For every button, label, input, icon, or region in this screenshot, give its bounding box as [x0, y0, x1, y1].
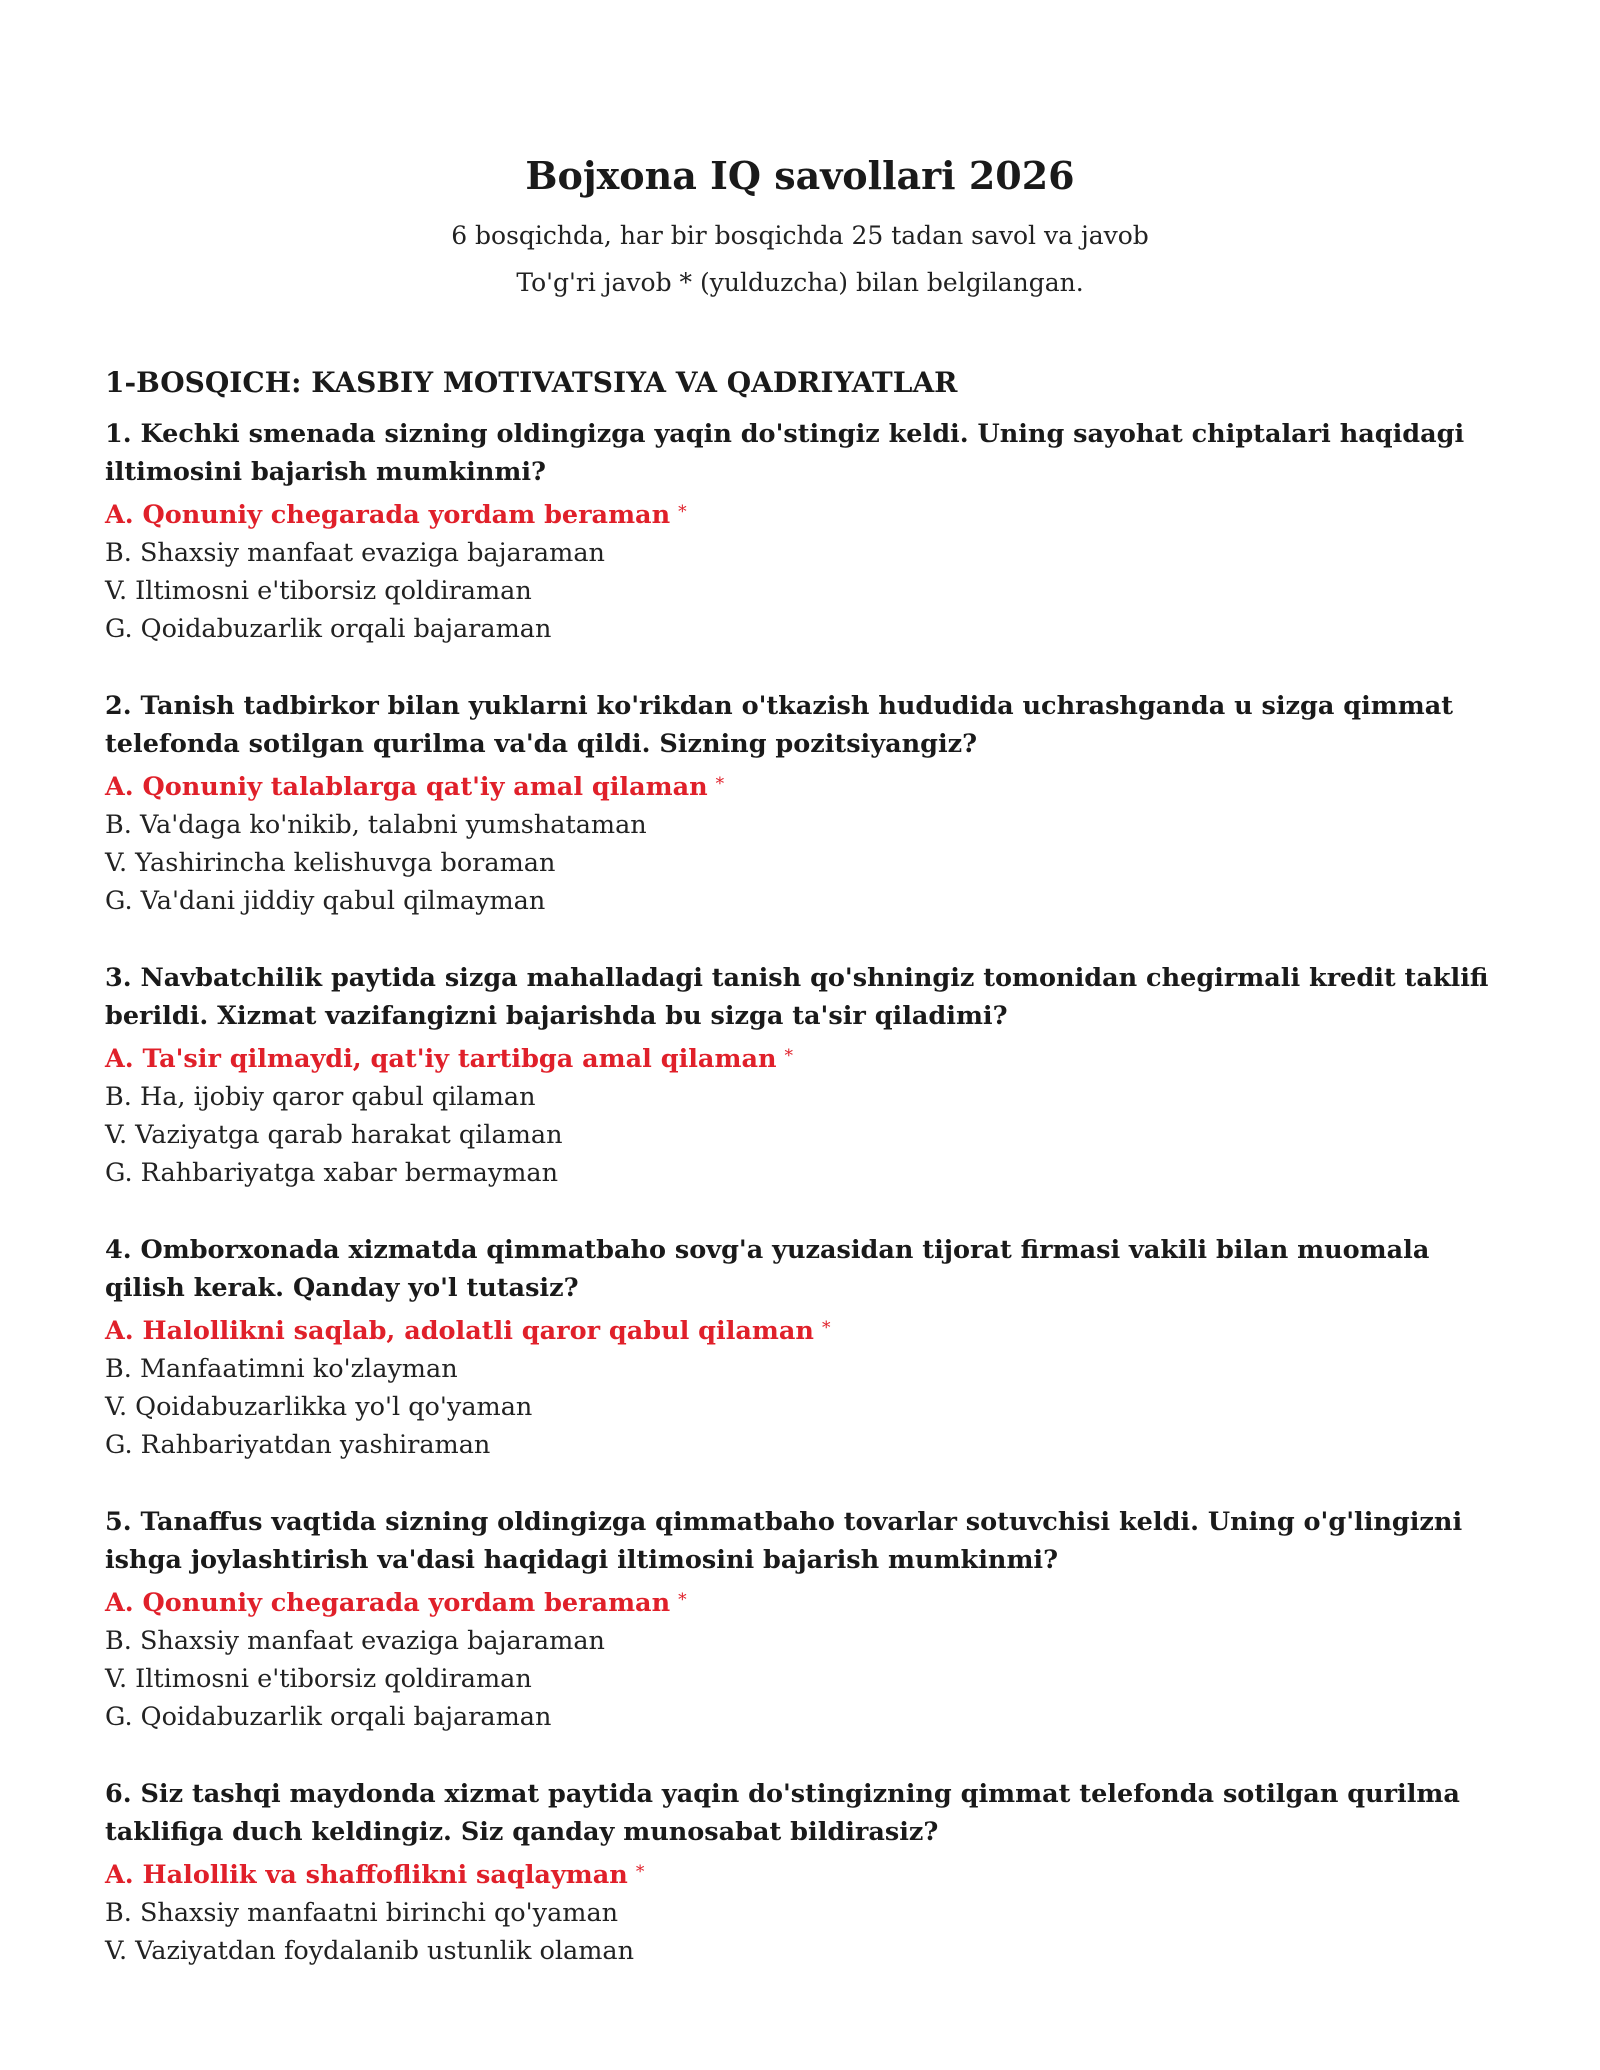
question-text: 2. Tanish tadbirkor bilan yuklarni ko'rikdan o'tkazish hududida uchrashganda u sizga qimmat telefonda sotilgan qurilma va'da qildi. Sizning pozitsiyangiz? — [105, 691, 1454, 759]
answer-option — [105, 844, 1505, 882]
answer-option — [105, 1932, 1505, 1970]
answer-option-label: G. Qoidabuzarlik orqali bajaraman — [105, 614, 552, 644]
question-item — [105, 1775, 1505, 1970]
answer-option-label: G. Qoidabuzarlik orqali bajaraman — [105, 1702, 552, 1732]
answer-option-label: V. Iltimosni e'tiborsiz qoldiraman — [105, 1664, 532, 1694]
answer-option-label: V. Vaziyatga qarab harakat qilaman — [105, 1120, 563, 1150]
answer-option-label: V. Iltimosni e'tiborsiz qoldiraman — [105, 576, 532, 606]
correct-star-icon: * — [715, 774, 725, 794]
question-item — [105, 959, 1505, 1192]
correct-star-icon: * — [784, 1046, 794, 1066]
correct-answer-option — [105, 765, 1505, 806]
question-item — [105, 687, 1505, 920]
question-item — [105, 415, 1505, 648]
answer-option-label: A. Ta'sir qilmaydi, qat'iy tartibga amal qilaman — [105, 1044, 777, 1074]
answer-option — [105, 1660, 1505, 1698]
answer-option-label: V. Vaziyatdan foydalanib ustunlik olaman — [105, 1936, 635, 1966]
question-text: 5. Tanaffus vaqtida sizning oldingizga qimmatbaho tovarlar sotuvchisi keldi. Uning o'g'lingizni ishga joylashtirish va'dasi haqidagi iltimosini bajarish mumkinmi? — [105, 1507, 1463, 1575]
question-text: 6. Siz tashqi maydonda xizmat paytida yaqin do'stingizning qimmat telefonda sotilgan qurilma taklifiga duch keldingiz. Siz qanday munosabat bildirasiz? — [105, 1779, 1460, 1847]
answer-option-label: B. Ha, ijobiy qaror qabul qilaman — [105, 1082, 536, 1112]
document-title: Bojxona IQ savollari 2026 — [525, 153, 1075, 198]
correct-star-icon: * — [821, 1318, 831, 1338]
answer-option-label: G. Rahbariyatga xabar bermayman — [105, 1158, 559, 1188]
answer-option-label: B. Shaxsiy manfaat evaziga bajaraman — [105, 538, 605, 568]
answer-option — [105, 1894, 1505, 1932]
answer-option — [105, 1388, 1505, 1426]
correct-answer-option — [105, 1037, 1505, 1078]
answer-option-label: G. Va'dani jiddiy qabul qilmayman — [105, 886, 546, 916]
question-text: 3. Navbatchilik paytida sizga mahalladagi tanish qo'shningiz tomonidan chegirmali kredit taklifi berildi. Xizmat vazifangizni bajarishda bu sizga ta'sir qiladimi? — [105, 963, 1489, 1031]
answer-option-label: A. Halollikni saqlab, adolatli qaror qabul qilaman — [105, 1316, 814, 1346]
answer-option — [105, 1154, 1505, 1192]
question-item — [105, 1231, 1505, 1464]
question-text: 1. Kechki smenada sizning oldingizga yaqin do'stingiz keldi. Uning sayohat chiptalari haqidagi iltimosini bajarish mumkinmi? — [105, 419, 1465, 487]
correct-answer-option — [105, 1309, 1505, 1350]
correct-answer-note: To'g'ri javob * (yulduzcha) bilan belgilangan. — [516, 268, 1084, 297]
answer-option — [105, 534, 1505, 572]
answer-option — [105, 882, 1505, 920]
question-text: 4. Omborxonada xizmatda qimmatbaho sovg'a yuzasidan tijorat firmasi vakili bilan muomala qilish kerak. Qanday yo'l tutasiz? — [105, 1235, 1430, 1303]
correct-star-icon: * — [678, 502, 687, 522]
correct-answer-option — [105, 493, 1505, 534]
question-item — [105, 1503, 1505, 1736]
correct-answer-option — [105, 1853, 1505, 1894]
document-subtitle: 6 bosqichda, har bir bosqichda 25 tadan savol va javob — [451, 221, 1149, 250]
answer-option — [105, 1698, 1505, 1736]
answer-option-label: V. Yashirincha kelishuvga boraman — [105, 848, 556, 878]
section-heading: 1-BOSQICH: KASBIY MOTIVATSIYA VA QADRIYATLAR — [105, 366, 958, 399]
answer-option-label: B. Va'daga ko'nikib, talabni yumshataman — [105, 810, 647, 840]
answer-option-label: A. Qonuniy chegarada yordam beraman — [105, 1588, 671, 1618]
answer-option — [105, 806, 1505, 844]
answer-option-label: V. Qoidabuzarlikka yo'l qo'yaman — [105, 1392, 533, 1422]
answer-option-label: A. Qonuniy chegarada yordam beraman — [105, 500, 671, 530]
answer-option — [105, 572, 1505, 610]
correct-star-icon: * — [635, 1862, 645, 1882]
answer-option-label: A. Halollik va shaffoflikni saqlayman — [105, 1860, 628, 1890]
answer-option — [105, 1622, 1505, 1660]
correct-star-icon: * — [678, 1590, 687, 1610]
answer-option — [105, 1426, 1505, 1464]
correct-answer-option — [105, 1581, 1505, 1622]
answer-option-label: B. Shaxsiy manfaatni birinchi qo'yaman — [105, 1898, 619, 1928]
answer-option — [105, 610, 1505, 648]
answer-option — [105, 1078, 1505, 1116]
answer-option-label: B. Shaxsiy manfaat evaziga bajaraman — [105, 1626, 605, 1656]
question-list — [105, 415, 1505, 2009]
answer-option — [105, 1350, 1505, 1388]
answer-option — [105, 1116, 1505, 1154]
answer-option-label: G. Rahbariyatdan yashiraman — [105, 1430, 491, 1460]
answer-option-label: B. Manfaatimni ko'zlayman — [105, 1354, 458, 1384]
answer-option-label: A. Qonuniy talablarga qat'iy amal qilaman — [105, 772, 708, 802]
